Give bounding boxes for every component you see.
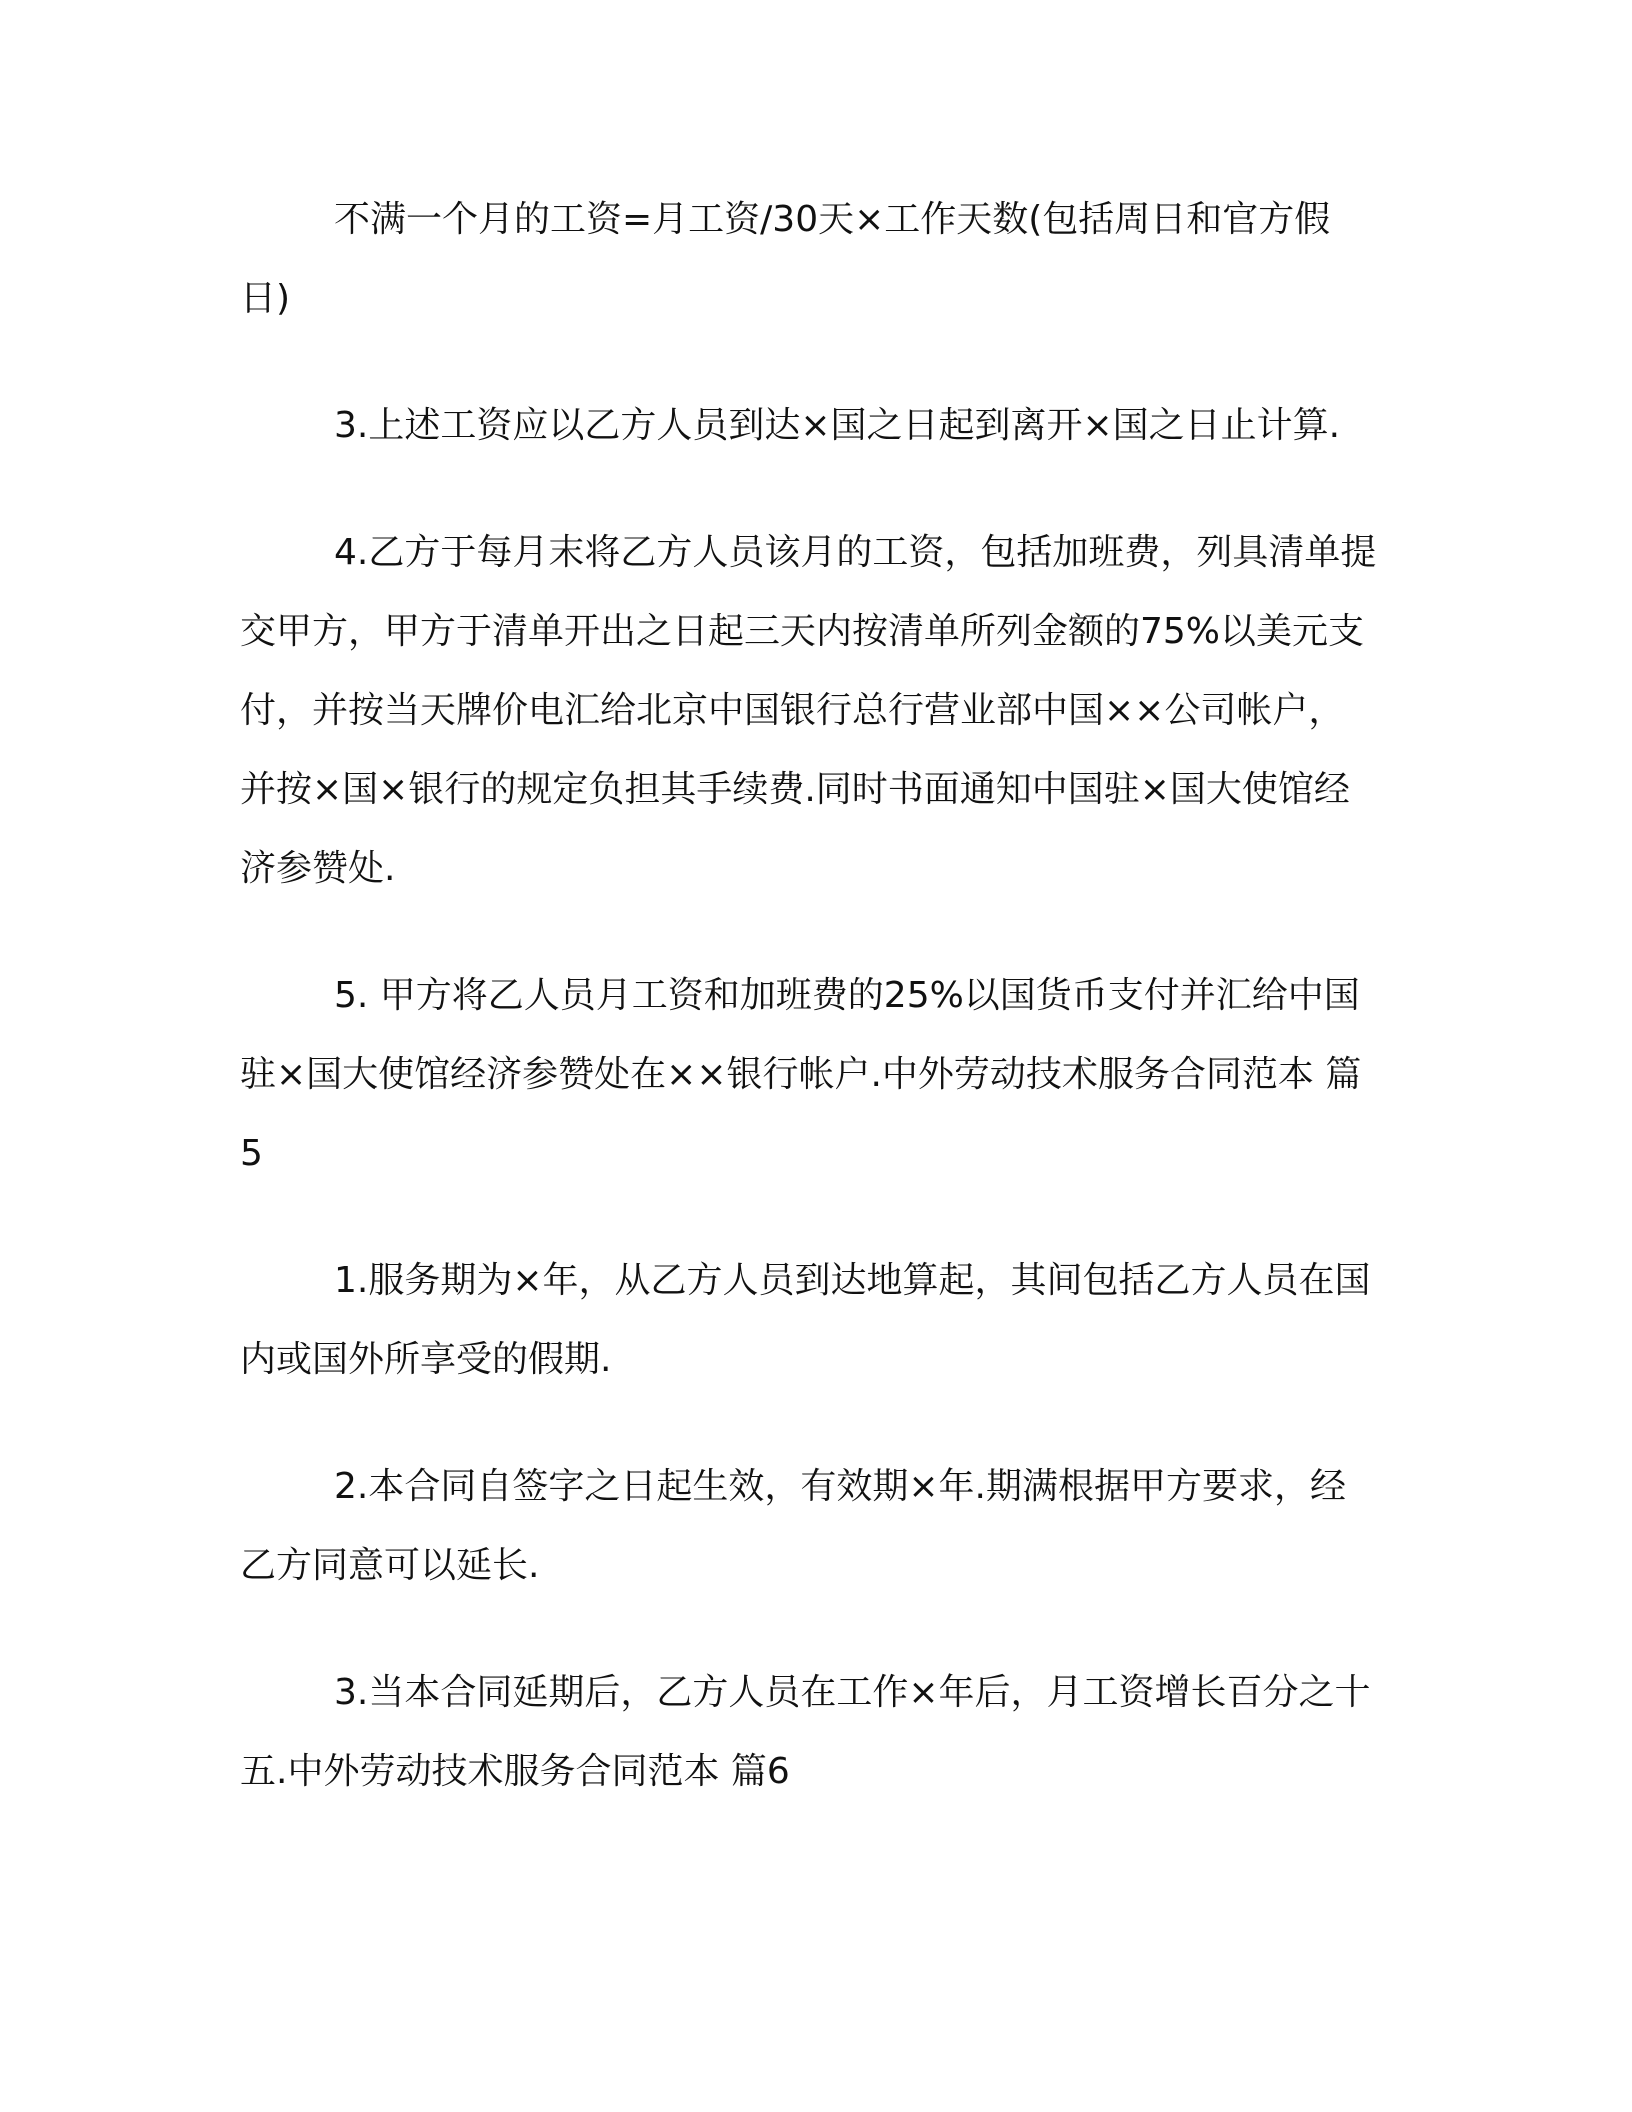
paragraph-partial-month-wage: 不满一个月的工资=月工资/30天×工作天数(包括周日和官方假日) — [240, 199, 1331, 319]
paragraph-clause-4-monthly-payment: 4.乙方于每月末将乙方人员该月的工资，包括加班费，列具清单提交甲方，甲方于清单开出之日起三天内按清单所列金额的75%以美元支付，并按当天牌价电汇给北京中国银行总行营业部中国××公司帐户，并按×国×银行的规定负担其手续费.同时书面通知中国驻×国大使馆经济参赞处. — [240, 532, 1377, 889]
paragraph-clause-3-wage-period: 3.上述工资应以乙方人员到达×国之日起到离开×国之日止计算. — [334, 405, 1341, 446]
paragraph-clause-2-effective-date: 2.本合同自签字之日起生效，有效期×年.期满根据甲方要求，经乙方同意可以延长. — [240, 1466, 1346, 1586]
paragraph-clause-5-local-currency: 5. 甲方将乙人员月工资和加班费的25%以国货币支付并汇给中国驻×国大使馆经济参赞处在××银行帐户.中外劳动技术服务合同范本 篇5 — [240, 975, 1362, 1174]
document-body — [240, 180, 1380, 1859]
paragraph-clause-3-wage-increase: 3.当本合同延期后，乙方人员在工作×年后，月工资增长百分之十五.中外劳动技术服务合同范本 篇6 — [240, 1672, 1371, 1792]
paragraph-clause-1-service-period: 1.服务期为×年，从乙方人员到达地算起，其间包括乙方人员在国内或国外所享受的假期. — [240, 1260, 1371, 1380]
